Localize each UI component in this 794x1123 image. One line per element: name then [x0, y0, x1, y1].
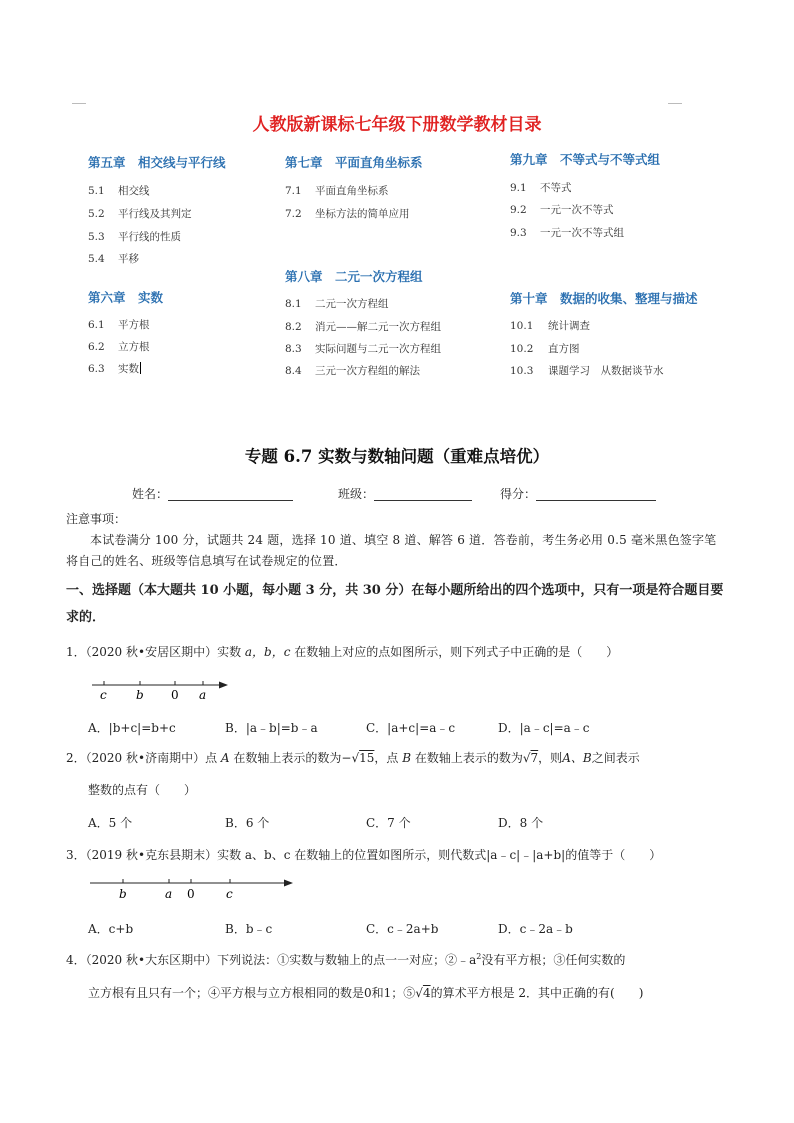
name-blank[interactable] — [168, 488, 293, 501]
section-item: 5.2 平行线及其判定 — [88, 208, 192, 220]
section-item: 6.1 平方根 — [88, 319, 150, 331]
class-field[interactable] — [338, 485, 472, 502]
option-d[interactable]: D．8 个 — [498, 816, 544, 830]
notes-text: 本试卷满分 100 分，试题共 24 题，选择 10 道、填空 8 道、解答 6 道．答卷前，考生务必用 0.5 毫米黑色签字笔将自己的姓名、班级等信息填写在试卷规定的位置． — [66, 533, 717, 568]
section-item: 6.3 实数 — [88, 363, 139, 375]
chapter-title: 第七章 平面直角坐标系 — [285, 155, 423, 170]
axis-label: b — [119, 887, 127, 901]
chapter-title: 第五章 相交线与平行线 — [88, 155, 226, 170]
sqrt-symbol: √ — [522, 751, 531, 765]
score-blank[interactable] — [536, 488, 656, 501]
section-item: 10.2 直方图 — [510, 343, 580, 355]
toc-title: 人教版新课标七年级下册数学教材目录 — [252, 115, 542, 135]
option-a[interactable]: A．5 个 — [88, 816, 133, 830]
axis-label: b — [136, 688, 144, 702]
option-b[interactable]: B．|a﹣b|=b﹣a — [225, 721, 318, 735]
section-heading: 一、选择题（本大题共 10 小题，每小题 3 分，共 30 分）在每小题所给出的四个选项中，只有一项是符合题目要求的． — [66, 583, 724, 625]
option-b[interactable]: B．6 个 — [225, 816, 270, 830]
section-item: 8.3 实际问题与二元一次方程组 — [285, 343, 441, 355]
class-label: 班级： — [338, 487, 375, 501]
chapter-title: 第六章 实数 — [88, 290, 164, 305]
axis-label: 0 — [171, 688, 179, 702]
section-item: 9.1 不等式 — [510, 182, 572, 194]
section-item: 8.4 三元一次方程组的解法 — [285, 365, 420, 377]
chapter-title: 第八章 二元一次方程组 — [285, 269, 423, 284]
exam-title: 专题 6.7 实数与数轴问题（重难点培优） — [244, 447, 550, 466]
chapter-title: 第十章 数据的收集、整理与描述 — [510, 291, 698, 306]
option-b[interactable]: B．b﹣c — [225, 922, 273, 936]
axis-label: 0 — [187, 887, 195, 901]
section-item: 7.1 平面直角坐标系 — [285, 185, 389, 197]
section-item: 7.2 坐标方法的简单应用 — [285, 208, 410, 220]
axis-label: a — [199, 688, 207, 702]
section-item: 5.3 平行线的性质 — [88, 231, 181, 243]
option-c[interactable]: C．c﹣2a+b — [366, 922, 439, 936]
section-item: 8.2 消元——解二元一次方程组 — [285, 321, 441, 333]
question-4-line2: 立方根有且只有一个；④平方根与立方根相同的数是0和1；⑤√4的算术平方根是 2．其中正确的有( ) — [88, 986, 644, 1000]
chapter-title: 第九章 不等式与不等式组 — [510, 152, 661, 167]
option-a[interactable]: A．c+b — [88, 922, 134, 936]
text-cursor — [140, 362, 141, 374]
option-c[interactable]: C．|a+c|=a﹣c — [366, 721, 456, 735]
section-item: 5.4 平移 — [88, 253, 139, 265]
option-c[interactable]: C．7 个 — [366, 816, 411, 830]
option-a[interactable]: A．|b+c|=b+c — [88, 721, 176, 735]
number-line-q1 — [88, 677, 238, 705]
score-field[interactable] — [500, 485, 656, 502]
axis-label: c — [226, 887, 233, 901]
section-item: 8.1 二元一次方程组 — [285, 298, 389, 310]
axis-label: a — [165, 887, 173, 901]
section-item: 9.3 一元一次不等式组 — [510, 227, 624, 239]
sqrt-symbol: √ — [415, 986, 423, 1000]
option-d[interactable]: D．|a﹣c|=a﹣c — [498, 721, 590, 735]
section-item: 10.3 课题学习 从数据谈节水 — [510, 365, 664, 377]
question-4-line1: 4．（2020 秋•大东区期中）下列说法：①实数与数轴上的点一一对应；$②﹣a^2$没有平方根；③任何实数的 — [66, 952, 626, 967]
question-1-stem: 1．（2020 秋•安居区期中）实数 a，b，c 在数轴上对应的点如图所示，则下列式子中正确的是（ ） — [66, 645, 619, 659]
axis-label: c — [100, 688, 107, 702]
sqrt-symbol: √ — [351, 751, 360, 765]
section-item: 5.1 相交线 — [88, 185, 150, 197]
section-item: 9.2 一元一次不等式 — [510, 204, 614, 216]
score-label: 得分： — [500, 487, 537, 501]
name-field[interactable] — [132, 485, 293, 502]
name-label: 姓名： — [132, 487, 169, 501]
corner-mark-left — [72, 103, 86, 104]
question-3-stem: 3．（2019 秋•克东县期末）实数 a、b、c 在数轴上的位置如图所示，则代数式|a﹣c|﹣|a+b|的值等于（ ） — [66, 848, 662, 862]
corner-mark-right — [668, 103, 682, 104]
question-2-stem: 2．（2020 秋•济南期中）点 A 在数轴上表示的数为−√15，点 B 在数轴上表示的数为√7，则A、B之间表示 — [66, 751, 640, 765]
question-2-line2: 整数的点有（ ） — [88, 783, 197, 797]
section-item: 6.2 立方根 — [88, 341, 150, 353]
option-d[interactable]: D．c﹣2a﹣b — [498, 922, 573, 936]
number-line-q3 — [88, 874, 303, 904]
class-blank[interactable] — [374, 488, 472, 501]
notes-label: 注意事项： — [66, 512, 127, 526]
section-item: 10.1 统计调查 — [510, 320, 590, 332]
